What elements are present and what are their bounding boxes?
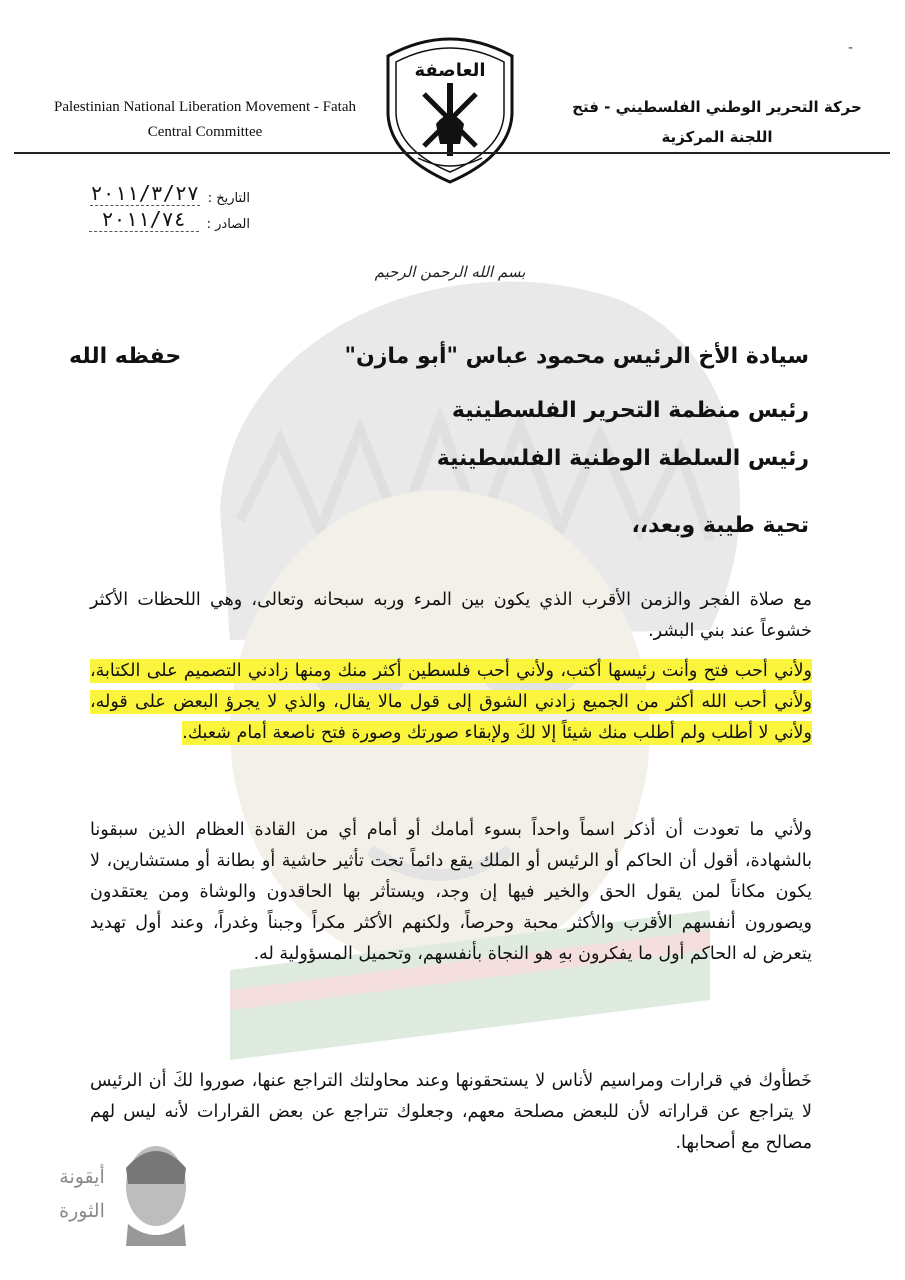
reference-value: ٢٠١١/٧٤ <box>89 207 199 232</box>
corner-mark: - <box>847 40 853 56</box>
header-divider <box>14 152 890 154</box>
paragraph-3: ولأني ما تعودت أن أذكر اسماً واحداً بسوء أمامك أو أمام أي من القادة العظام الذين سبقونا بالشهادة، أقول أن الحاكم أو الرئيس أو الملك يقع دائماً تحت تأثير حاشية أو بطانة أو مستشارين، لا يكون مكاناً لمن يقول الحق والخير فيها إن وجد، ويستأثر بها الحاقدون والوشاة ومن يعتقدون ويصورون أنفسهم الأقرب والأكثر محبة وحرصاً، ولكنهم الأكثر مكراً وجبناً وغدراً، وعند أول تهديد يتعرض له الحاكم أول ما يفكرون بهِ هو النجاة بأنفسهم، وتحميل المسؤولية له. <box>90 820 812 964</box>
date-label: التاريخ : <box>207 191 250 206</box>
header-arabic <box>567 92 867 152</box>
date-value: ٢٠١١/٣/٢٧ <box>90 181 199 205</box>
emblem-text: العاصفة <box>414 60 486 81</box>
revolution-icon-text: أيقونة الثورة <box>59 1166 105 1222</box>
addressee-line-2: رئيس منظمة التحرير الفلسطينية <box>451 398 809 423</box>
header-english-committee: Central Committee <box>147 124 263 140</box>
paragraph-1: مع صلاة الفجر والزمن الأقرب الذي يكون بين المرء وربه سبحانه وتعالى، وهي اللحظات الأكثر خشوعاً عند بني البشر. <box>90 590 812 641</box>
paragraph-4: خَطأوك في قرارات ومراسيم لأناس لا يستحقونها وعند محاولتك التراجع عنها، صوروا لكَ أن الرئيس لا يتراجع عن قراراته لأن للبعض مصلحة معهم، وجعلوك تتراجع عن بعض القرارات لأنه ليس لهم مصالح مع أصحابها. <box>90 1071 812 1153</box>
header-english <box>40 95 370 145</box>
addressee-honorific: حفظه الله <box>69 344 182 369</box>
highlighted-text: ولأني أحب فتح وأنت رئيسها أكتب، ولأني أحب فلسطين أكثر منك ومنها زادني التصميم على الكتابة، ولأني أحب الله أكثر من الجميع زادني الشوق إلى قول مالا يقال، والذي لا يجرؤ البعض على قوله، ولأني لا أطلب ولم أطلب منك شيئاً إلا لكَ ولإبقاء صورتك وصورة فتح ناصعة أمام شعبك. <box>90 661 812 743</box>
header-english-movement: Palestinian National Liberation Movement - Fatah <box>53 99 356 115</box>
addressee-name: سيادة الأخ الرئيس محمود عباس "أبو مازن" <box>344 344 809 369</box>
greeting: تحية طيبة وبعد،، <box>631 513 809 538</box>
header-arabic-movement: حركة التحرير الوطني الفلسطيني - فتح <box>572 98 862 116</box>
reference-row <box>60 206 250 232</box>
bismillah: بسم الله الرحمن الرحيم <box>374 263 526 281</box>
addressee-line-1 <box>69 344 809 369</box>
paragraph-2-highlighted <box>90 656 812 749</box>
date-row <box>60 180 250 206</box>
addressee-line-3: رئيس السلطة الوطنية الفلسطينية <box>436 446 809 471</box>
reference-label: الصادر : <box>206 217 250 232</box>
date-reference-block <box>60 180 250 232</box>
header-arabic-committee: اللجنة المركزية <box>661 128 773 146</box>
fatah-emblem-logo <box>380 28 520 188</box>
